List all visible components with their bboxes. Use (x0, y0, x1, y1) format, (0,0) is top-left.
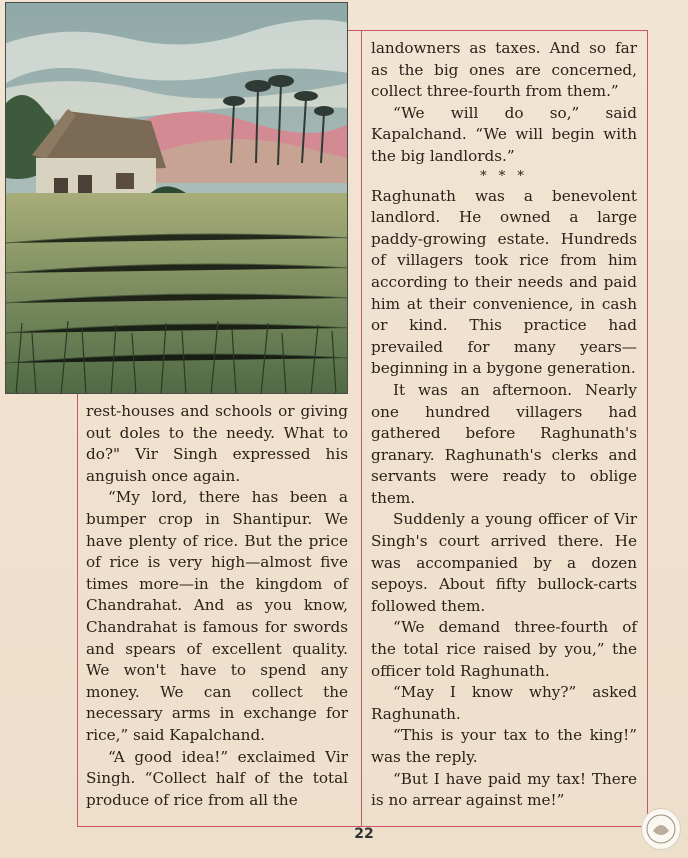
frame-line-right (647, 30, 648, 826)
frame-line-top (348, 30, 648, 31)
paragraph: “But I have paid my tax! There is no arrear against me!” (371, 769, 637, 810)
paragraph: rest-houses and schools or giving out doles to the needy. What to do?" Vir Singh expressed his anguish once again. (86, 402, 348, 485)
page-number: 22 (354, 826, 374, 842)
paragraph: landowners as taxes. And so far as the big ones are concerned, collect three-fourth from them.” (371, 39, 637, 101)
publisher-logo-icon (641, 808, 681, 850)
paragraph: Suddenly a young officer of Vir Singh's court arrived there. He was accompanied by a dozen sepoys. About fifty bullock-carts followed them. (371, 510, 637, 615)
right-text-column (371, 38, 637, 812)
paragraph: Raghunath was a benevolent landlord. He owned a large paddy-growing estate. Hundreds of villagers took rice from him according to their needs and paid him at their convenience, in cash or kind. This practice had prevailed for many years—beginning in a bygone generation. (371, 186, 637, 378)
paragraph: “A good idea!” exclaimed Vir Singh. “Collect half of the total produce of rice from all the (86, 747, 348, 809)
paragraph: “This is your tax to the king!” was the reply. (371, 726, 637, 766)
paragraph: “My lord, there has been a bumper crop in Shantipur. We have plenty of rice. But the price of rice is very high—almost five times more—in the kingdom of Chandrahat. And as you know, Chandrahat is famous for swords and spears of excellent quality. We won't have to spend any money. We can collect the necessary arms in exchange for rice,” said Kapalchand. (86, 488, 348, 744)
paragraph: “May I know why?” asked Raghunath. (371, 683, 637, 723)
frame-line-middle (361, 30, 362, 826)
left-text-column (86, 401, 348, 811)
paragraph: It was an afternoon. Nearly one hundred villagers had gathered before Raghunath's granary. Raghunath's clerks and servants were ready to oblige them. (371, 380, 637, 507)
section-break: * * * (480, 168, 528, 184)
paragraph: “We demand three-fourth of the total rice raised by you,” the officer told Raghunath. (371, 618, 637, 680)
paragraph: “We will do so,” said Kapalchand. “We will begin with the big landlords.” (371, 103, 637, 165)
frame-line-left (77, 394, 78, 826)
village-landscape-illustration (5, 2, 348, 394)
